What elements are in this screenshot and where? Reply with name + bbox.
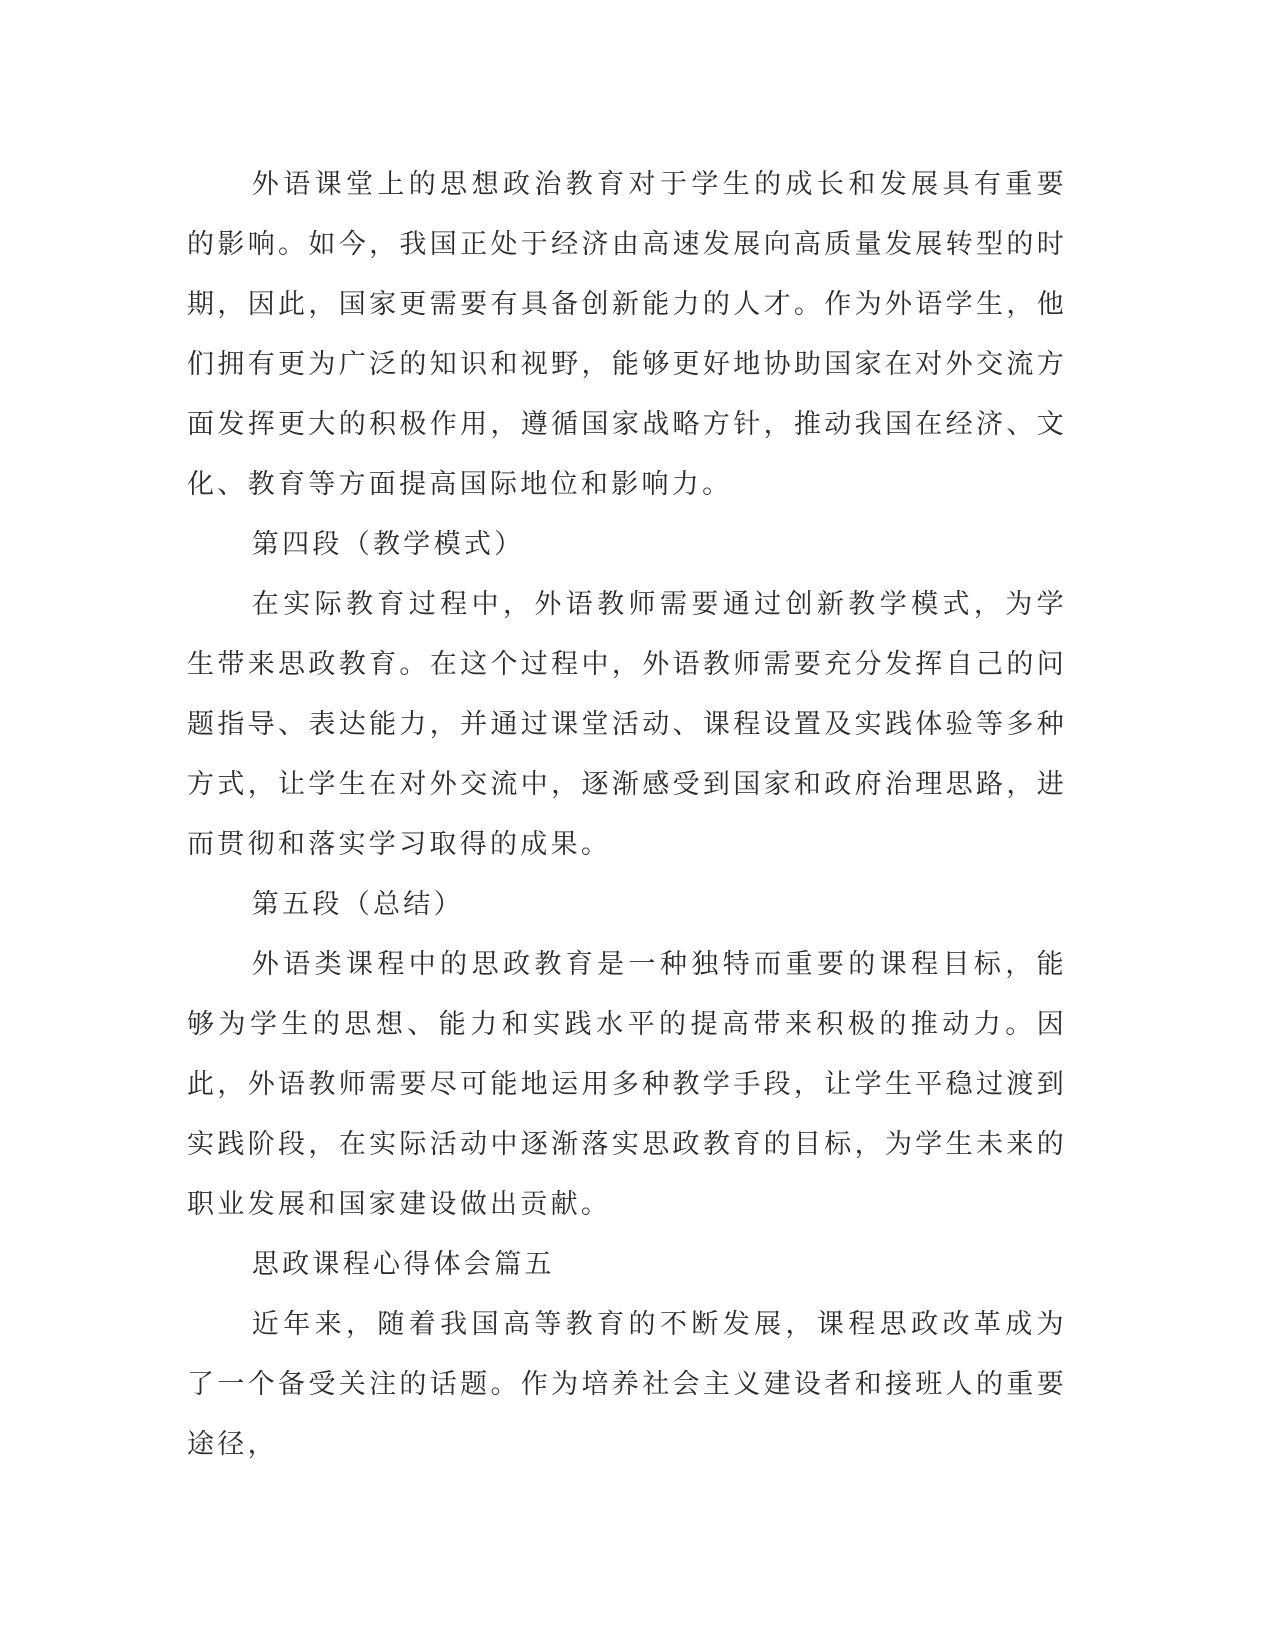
document-body [187,155,1067,1475]
body-paragraph: 近年来，随着我国高等教育的不断发展，课程思政改革成为了一个备受关注的话题。作为培养社会主义建设者和接班人的重要途径， [187,1309,1067,1460]
section-heading: 第四段（教学模式） [251,529,525,560]
section-heading: 第五段（总结） [251,889,464,920]
body-paragraph: 在实际教育过程中，外语教师需要通过创新教学模式，为学生带来思政教育。在这个过程中，外语教师需要充分发挥自己的问题指导、表达能力，并通过课堂活动、课程设置及实践体验等多种方式，让学生在对外交流中，逐渐感受到国家和政府治理思路，进而贯彻和落实学习取得的成果。 [187,589,1067,860]
body-paragraph: 外语课堂上的思想政治教育对于学生的成长和发展具有重要的影响。如今，我国正处于经济由高速发展向高质量发展转型的时期，因此，国家更需要有具备创新能力的人才。作为外语学生，他们拥有更为广泛的知识和视野，能够更好地协助国家在对外交流方面发挥更大的积极作用，遵循国家战略方针，推动我国在经济、文化、教育等方面提高国际地位和影响力。 [187,169,1067,500]
chapter-heading: 思政课程心得体会篇五 [251,1249,555,1280]
body-paragraph: 外语类课程中的思政教育是一种独特而重要的课程目标，能够为学生的思想、能力和实践水平的提高带来积极的推动力。因此，外语教师需要尽可能地运用多种教学手段，让学生平稳过渡到实践阶段，在实际活动中逐渐落实思政教育的目标，为学生未来的职业发展和国家建设做出贡献。 [187,949,1067,1220]
